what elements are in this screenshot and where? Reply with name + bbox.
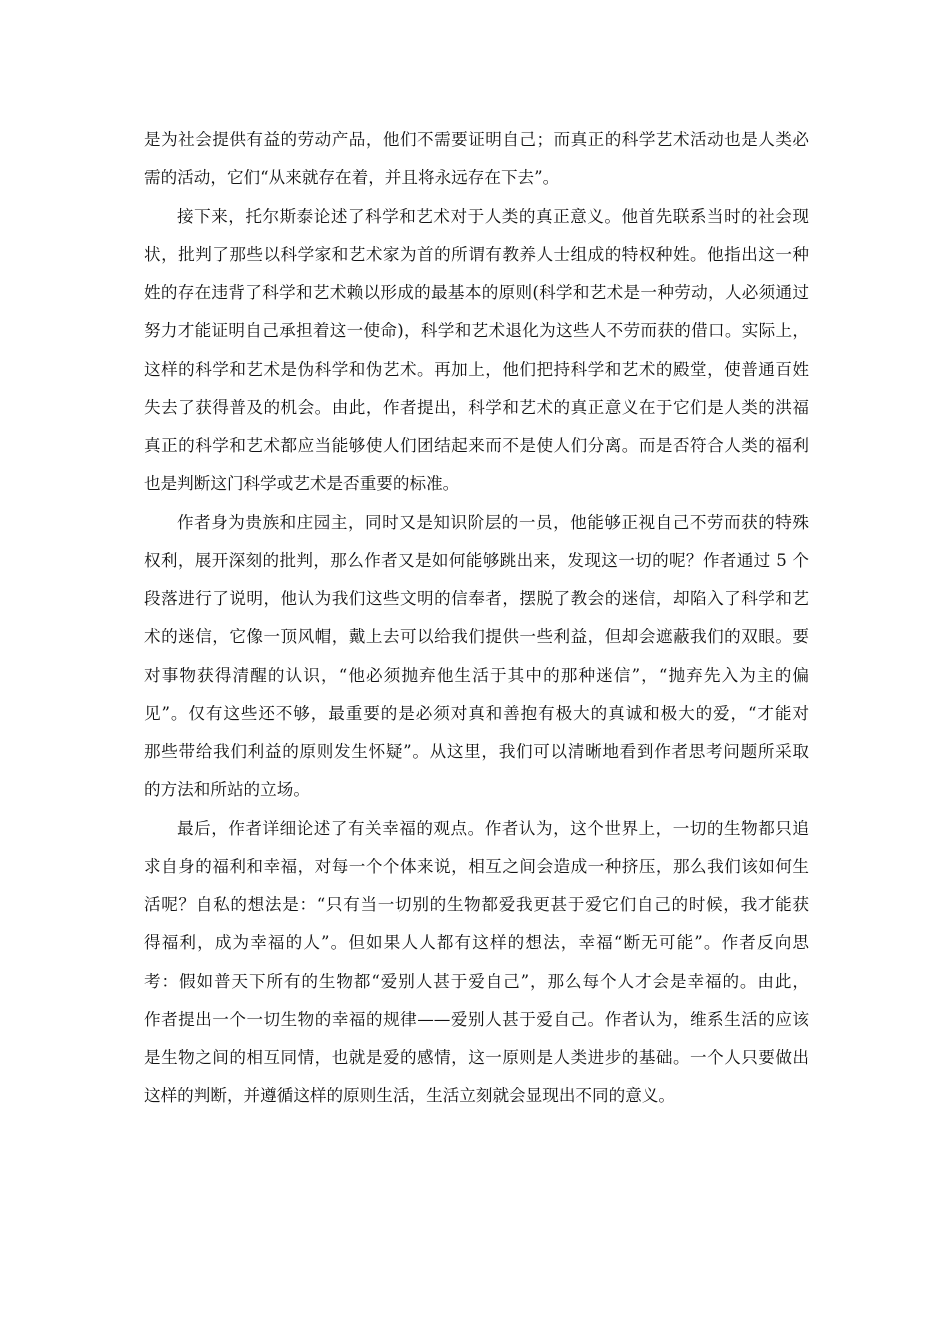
text-line: 接下来，托尔斯泰论述了科学和艺术对于人类的真正意义。他首先联系当时的社会现 — [177, 206, 809, 226]
text-line: 考：假如普天下所有的生物都“爱别人甚于爱自己”，那么每个人才会是幸福的。由此， — [144, 971, 809, 991]
text-line: 权利，展开深刻的批判，那么作者又是如何能够跳出来，发现这一切的呢？作者通过 5 个 — [144, 550, 809, 570]
text-line: 这样的判断，并遵循这样的原则生活，生活立刻就会显现出不同的意义。 — [144, 1086, 675, 1106]
text-line: 作者身为贵族和庄园主，同时又是知识阶层的一员，他能够正视自己不劳而获的特殊 — [177, 512, 809, 532]
text-line: 也是判断这门科学或艺术是否重要的标准。 — [144, 474, 460, 494]
text-line: 活呢？自私的想法是：“只有当一切别的生物都爱我更甚于爱它们自己的时候，我才能获 — [144, 895, 809, 914]
text-line: 那些带给我们利益的原则发生怀疑”。从这里，我们可以清晰地看到作者思考问题所采取 — [144, 742, 809, 761]
text-line: 术的迷信，它像一顶风帽，戴上去可以给我们提供一些利益，但却会遮蔽我们的双眼。要 — [144, 627, 809, 647]
text-line: 得福利，成为幸福的人”。但如果人人都有这样的想法，幸福“断无可能”。作者反向思 — [144, 933, 809, 953]
text-line: 需的活动，它们“从来就存在着，并且将永远存在下去”。 — [144, 168, 560, 188]
text-line: 失去了获得普及的机会。由此，作者提出，科学和艺术的真正意义在于它们是人类的洪福 — [144, 397, 809, 417]
text-line: 求自身的福利和幸福，对每一个个体来说，相互之间会造成一种挤压，那么我们该如何生 — [144, 856, 809, 876]
text-line: 姓的存在违背了科学和艺术赖以形成的最基本的原则(科学和艺术是一种劳动，人必须通过 — [144, 283, 809, 302]
body-text — [144, 124, 809, 1119]
text-line: 这样的科学和艺术是伪科学和伪艺术。再加上，他们把持科学和艺术的殿堂，使普通百姓 — [144, 359, 809, 379]
text-line: 段落进行了说明，他认为我们这些文明的信奉者，摆脱了教会的迷信，却陷入了科学和艺 — [144, 589, 809, 608]
text-line: 努力才能证明自己承担着这一使命)，科学和艺术退化为这些人不劳而获的借口。实际上， — [144, 321, 809, 341]
text-line: 见”。仅有这些还不够，最重要的是必须对真和善抱有极大的真诚和极大的爱，“才能对 — [144, 703, 809, 723]
text-line: 是为社会提供有益的劳动产品，他们不需要证明自己；而真正的科学艺术活动也是人类必 — [144, 130, 809, 149]
text-line: 是生物之间的相互同情，也就是爱的感情，这一原则是人类进步的基础。一个人只要做出 — [144, 1048, 809, 1067]
text-line: 最后，作者详细论述了有关幸福的观点。作者认为，这个世界上，一切的生物都只追 — [177, 818, 809, 838]
text-line: 作者提出一个一切生物的幸福的规律——爱别人甚于爱自己。作者认为，维系生活的应该 — [144, 1009, 809, 1029]
text-line: 的方法和所站的立场。 — [144, 780, 310, 800]
text-line: 对事物获得清醒的认识，“他必须抛弃他生活于其中的那种迷信”，“抛弃先入为主的偏 — [144, 665, 809, 685]
text-line: 状，批判了那些以科学家和艺术家为首的所谓有教养人士组成的特权种姓。他指出这一种 — [144, 244, 809, 264]
text-line: 真正的科学和艺术都应当能够使人们团结起来而不是使人们分离。而是否符合人类的福利 — [144, 436, 809, 455]
